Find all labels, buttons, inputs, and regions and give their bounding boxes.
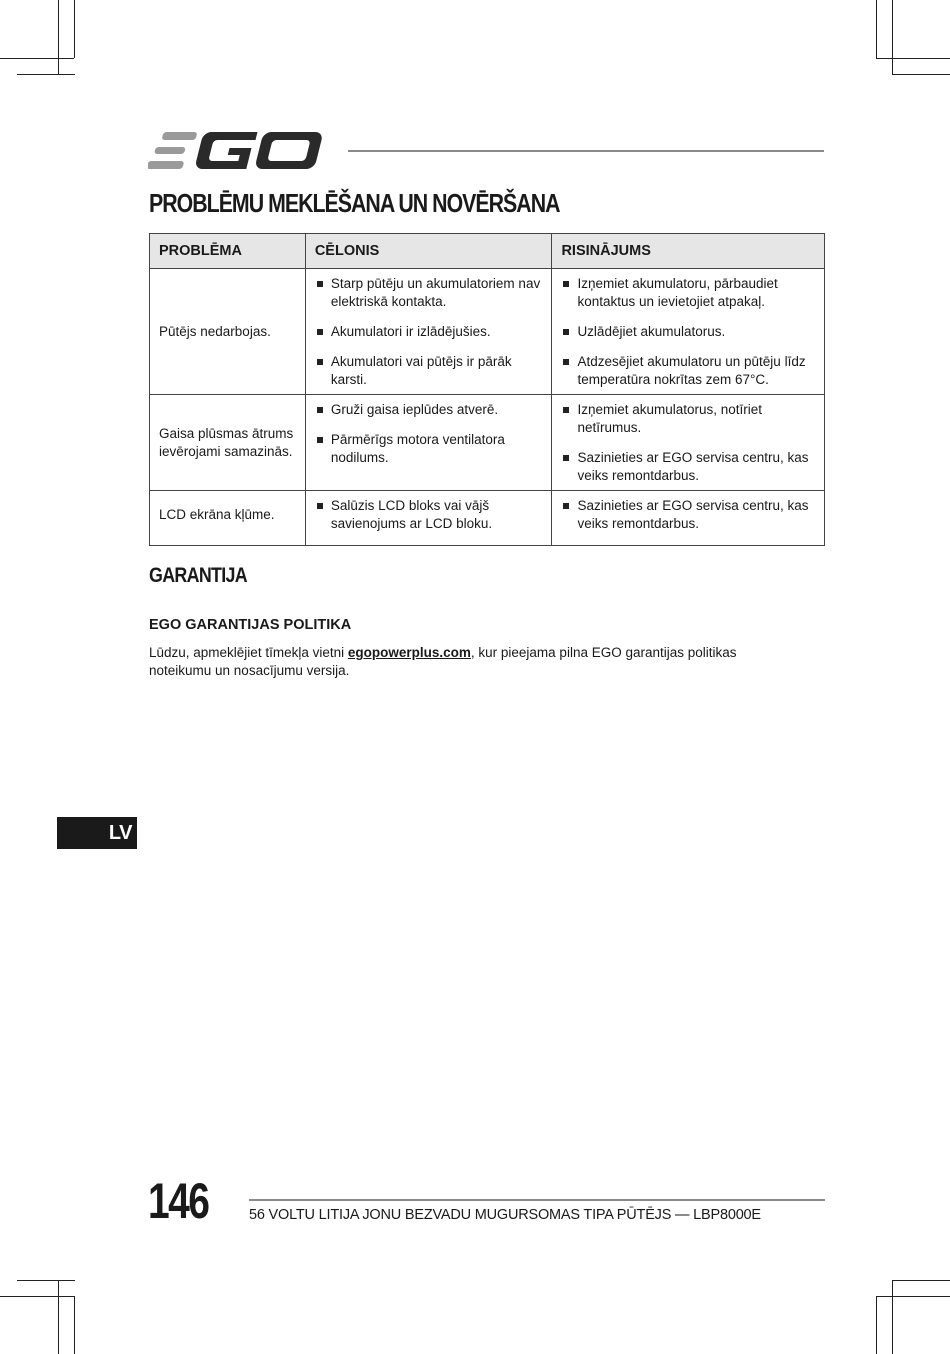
policy-text-rest: , kur pieejama pilna EGO garantijas politikas noteikumu un nosacījumu versija. — [149, 645, 737, 678]
crop-mark — [74, 0, 75, 58]
crop-mark — [892, 1280, 893, 1354]
language-tab: LV — [57, 817, 137, 849]
cause-cell — [305, 395, 552, 491]
table-header-row — [150, 234, 825, 269]
warranty-policy-heading: EGO GARANTIJAS POLITIKA — [149, 617, 352, 633]
solution-cell — [552, 395, 825, 491]
list-item: Pārmērīgs motora ventilatora nodilums. — [315, 431, 543, 467]
website-link[interactable]: egopowerplus.com — [347, 645, 471, 660]
crop-mark — [892, 0, 893, 74]
list-item: Sazinieties ar EGO servisa centru, kas veiks remontdarbus. — [561, 497, 815, 533]
table-row — [150, 491, 825, 546]
crop-mark — [876, 1296, 877, 1354]
column-header-problem: PROBLĒMA — [150, 234, 306, 269]
footer-document-title: 56 VOLTU LITIJA JONU BEZVADU MUGURSOMAS TIPA PŪTĒJS — LBP8000E — [249, 1207, 761, 1223]
crop-mark — [0, 1296, 74, 1297]
column-header-solution: RISINĀJUMS — [552, 234, 825, 269]
list-item: Uzlādējiet akumulatorus. — [561, 323, 815, 341]
table-row — [150, 395, 825, 491]
troubleshooting-table — [149, 233, 825, 546]
crop-mark — [892, 1280, 950, 1281]
page-number: 146 — [148, 1173, 209, 1229]
table-row — [150, 269, 825, 395]
problem-cell: Pūtējs nedarbojas. — [150, 269, 306, 395]
solution-cell — [552, 269, 825, 395]
list-item: Izņemiet akumulatorus, notīriet netīrumus. — [561, 401, 815, 437]
list-item: Gruži gaisa ieplūdes atverē. — [315, 401, 543, 419]
crop-mark — [58, 1280, 59, 1354]
page-title: PROBLĒMU MEKLĒŠANA UN NOVĒRŠANA — [149, 188, 560, 218]
list-item: Akumulatori ir izlādējušies. — [315, 323, 543, 341]
crop-mark — [876, 1296, 950, 1297]
footer-rule — [249, 1199, 825, 1201]
cause-cell — [305, 491, 552, 546]
crop-mark — [58, 0, 59, 74]
list-item: Izņemiet akumulatoru, pārbaudiet kontaktus un ievietojiet atpakaļ. — [561, 275, 815, 311]
list-item: Akumulatori vai pūtējs ir pārāk karsti. — [315, 353, 543, 389]
crop-mark — [17, 1280, 75, 1281]
problem-cell: Gaisa plūsmas ātrums ievērojami samazinās. — [150, 395, 306, 491]
solution-cell — [552, 491, 825, 546]
list-item: Salūzis LCD bloks vai vājš savienojums ar LCD bloku. — [315, 497, 543, 533]
problem-cell: LCD ekrāna kļūme. — [150, 491, 306, 546]
warranty-heading: GARANTIJA — [149, 564, 248, 587]
list-item: Starp pūtēju un akumulatoriem nav elektriskā kontakta. — [315, 275, 543, 311]
cause-cell — [305, 269, 552, 395]
column-header-cause: CĒLONIS — [305, 234, 552, 269]
crop-mark — [892, 74, 950, 75]
header-rule — [348, 150, 824, 152]
policy-text-intro: Lūdzu, apmeklējiet tīmekļa vietni — [149, 645, 348, 660]
list-item: Atdzesējiet akumulatoru un pūtēju līdz temperatūra nokrītas zem 67°C. — [561, 353, 815, 389]
crop-mark — [876, 58, 950, 59]
crop-mark — [17, 74, 75, 75]
crop-mark — [0, 58, 74, 59]
ego-logo — [148, 130, 332, 172]
list-item: Sazinieties ar EGO servisa centru, kas veiks remontdarbus. — [561, 449, 815, 485]
warranty-policy-text — [149, 644, 789, 680]
crop-mark — [74, 1296, 75, 1354]
crop-mark — [876, 0, 877, 58]
